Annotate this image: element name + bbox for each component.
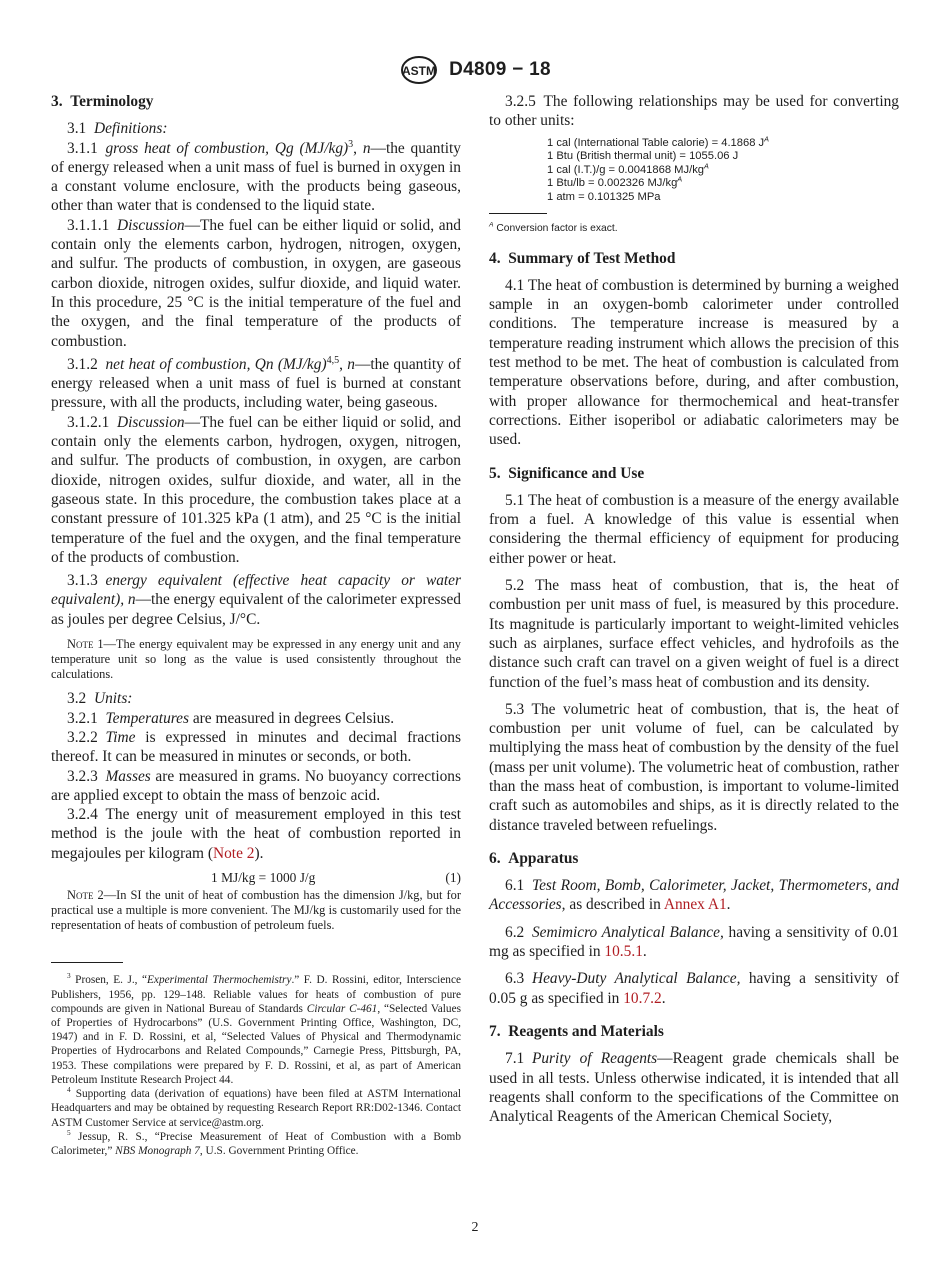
conversion-item: 1 atm = 0.101325 MPa: [547, 190, 661, 203]
equation-number: (1): [445, 870, 461, 886]
para-3-2-2: 3.2.2 Time is expressed in minutes and decimal fractions thereof. It can be measured in minutes or seconds, or both.: [51, 729, 461, 766]
note-2-link[interactable]: Note 2: [212, 844, 255, 862]
para-5-2: 5.2 The mass heat of combustion, that is, the heat of combustion per unit mass of fuel, is measured by this procedure. Its magnitude is particularly important to weight-limited vehicles such as airplanes, surface effect vehicles, and hydrofoils as the distance such craft can travel on a given weight of fuel is a direct function of the fuel’s mass heat of combustion and its density.: [489, 577, 899, 691]
para-3-1-1: 3.1.1 gross heat of combustion, Qg $(MJ/kg)^3$, n—the quantity of energy released when a unit mass of fuel is burned in oxygen in a constant volume enclosure, with the products being gaseous, other than water that is condensed to the liquid state.: [51, 138, 461, 215]
footnote-3: $^3$ Prosen, E. J., “Experimental Thermochemistry.” F. D. Rossini, editor, Interscience Publishers, 1956, pp. 129–148. Reliable values for heats of combustion of pure compounds are given in National Bureau of Standards Circular C-461, “Selected Values of Properties of Hydrocarbons” (U.S. Government Printing Office, Washington, DC, 1947) and in F. D. Rossini, et al, “Selected Values of Physical and Thermodynamic Properties of Hydrocarbons and Related Compounds,” Carnegie Press, Pittsburgh, PA, 1953. These compilations were prepared by F. D. Rossini, et al, as part of American Petroleum Institute Research Project 44.: [51, 971, 461, 1086]
para-3-1-2: 3.1.2 net heat of combustion, Qn $(MJ/kg)^{4,5}$, n—the quantity of energy released when a unit mass of fuel is burned at constant pressure, with all the products, including water, being gaseous.: [51, 354, 461, 412]
section-10-7-2-link[interactable]: 10.7.2: [623, 989, 662, 1007]
para-3-2-4: 3.2.4 The energy unit of measurement employed in this test method is the joule with the heat of combustion reported in megajoules per kilogram (Note 2).: [51, 806, 461, 862]
equation-1: [51, 869, 461, 886]
footnote-4: $^4$ Supporting data (derivation of equations) have been filed at ASTM International Headquarters and may be obtained by requesting Research Report RR:D02-1346. Contact ASTM Customer Service at service@astm.org.: [51, 1085, 461, 1129]
right-column: [489, 92, 899, 1126]
conversion-note: $^A$ Conversion factor is exact.: [489, 221, 618, 234]
section-5-heading: 5. Significance and Use: [489, 464, 645, 482]
conversion-item: 1 cal (International Table calorie) = 4.1868 $J^A$: [547, 133, 770, 149]
conversion-list: [489, 133, 899, 205]
document-id: D4809 − 18: [449, 59, 551, 80]
equation-body: 1 MJ/kg = 1000 J/g: [211, 870, 316, 886]
para-3-2-3: 3.2.3 Masses are measured in grams. No buoyancy corrections are applied except to obtain the mass of benzoic acid.: [51, 767, 461, 804]
conversion-item: 1 cal (I.T.)/g = 0.0041868 $MJ/kg^A$: [547, 161, 709, 176]
para-6-1: 6.1 Test Room, Bomb, Calorimeter, Jacket, Thermometers, and Accessories, as described in Annex A1.: [489, 877, 899, 914]
footnote-5: $^5$ Jessup, R. S., “Precise Measurement of Heat of Combustion with a Bomb Calorimeter,” NBS Monograph 7, U.S. Government Printing Office.: [51, 1127, 461, 1157]
para-6-3: 6.3 Heavy-Duty Analytical Balance, having a sensitivity of 0.05 g as specified in 10.7.2.: [489, 970, 899, 1007]
section-7-heading: 7. Reagents and Materials: [489, 1022, 664, 1040]
left-column: [51, 92, 461, 1158]
note-1: Note 1—The energy equivalent may be expressed in any energy unit and any temperature unit so long as the value is used consistently throughout the calculations.: [51, 637, 461, 681]
footnote-divider: [51, 962, 123, 963]
para-3-1: 3.1 Definitions:: [67, 120, 168, 138]
table-note-divider: [489, 213, 547, 214]
para-4-1: 4.1 The heat of combustion is determined by burning a weighed sample in an oxygen-bomb calorimeter under controlled conditions. The temperature increase is measured by a temperature reading instrument which allows the precision of this test method to be met. The heat of combustion is calculated from temperature observations before, during, and after combustion, with proper allowance for thermochemical and heat-transfer corrections. Either isoperibol or adiabatic calorimeters may be used.: [489, 276, 899, 449]
conversion-item: 1 Btu (British thermal unit) = 1055.06 J: [547, 150, 739, 163]
annex-a1-link[interactable]: Annex A1: [663, 896, 727, 914]
note-2: Note 2—In SI the unit of heat of combustion has the dimension J/kg, but for practical use a multiple is more convenient. The MJ/kg is customarily used for the representation of heats of combustion of petroleum fuels.: [51, 888, 461, 932]
page-header: [0, 55, 950, 85]
para-3-1-3: 3.1.3 energy equivalent (effective heat capacity or water equivalent), n—the energy equivalent of the calorimeter expressed as joules per degree Celsius, J/°C.: [51, 572, 461, 628]
para-3-1-1-1: 3.1.1.1 Discussion—The fuel can be either liquid or solid, and contain only the elements carbon, hydrogen, nitrogen, oxygen, and sulfur. The products of combustion, in oxygen, are gaseous carbon dioxide, nitrogen oxides, sulfur dioxide, and liquid water. In this procedure, 25 °C is the initial temperature of the fuel and the oxygen, and the final temperature of the products of combustion.: [51, 216, 461, 350]
section-3-heading: 3. Terminology: [51, 93, 154, 110]
para-5-3: 5.3 The volumetric heat of combustion, that is, the heat of combustion per unit volume of fuel, can be calculated by multiplying the mass heat of combustion by the density of the fuel (mass per unit volume). The volumetric heat of combustion, rather than the mass heat of combustion, is important to volume-limited craft such as automobiles and ships, as it is directly related to the distance traveled between refuelings.: [489, 700, 899, 834]
para-6-2: 6.2 Semimicro Analytical Balance, having a sensitivity of 0.01 mg as specified in 10.5.1.: [489, 923, 899, 961]
para-7-1: 7.1 Purity of Reagents—Reagent grade chemicals shall be used in all tests. Unless otherwise indicated, it is intended that all reagents shall conform to the specifications of the Committee on Analytical Reagents of the American Chemical Society,: [489, 1050, 899, 1126]
section-10-5-1-link[interactable]: 10.5.1: [604, 943, 643, 961]
para-5-1: 5.1 The heat of combustion is a measure of the energy available from a fuel. A knowledge of this value is essential when considering the thermal efficiency of equipment for producing either power or heat.: [489, 491, 899, 567]
section-6-heading: 6. Apparatus: [489, 849, 579, 867]
svg-text:ASTM: ASTM: [402, 64, 437, 78]
para-3-1-2-1: 3.1.2.1 Discussion—The fuel can be either liquid or solid, and contain only the elements carbon, hydrogen, oxygen, nitrogen, and sulfur. The products of combustion, in oxygen, are carbon dioxide, nitrogen oxides, sulfur dioxide, and water, all in the gaseous state. In this procedure, the combustion takes place at a constant pressure of 101.325 kPa (1 atm), and 25 °C is the initial temperature of the fuel and the oxygen, and the final temperature of the products of combustion.: [51, 413, 461, 566]
section-4-heading: 4. Summary of Test Method: [489, 249, 676, 267]
conversion-item: 1 Btu/lb = 0.002326 $MJ/kg^A$: [547, 174, 683, 190]
para-3-2: 3.2 Units:: [67, 690, 133, 708]
para-3-2-5: 3.2.5 The following relationships may be used for converting to other units:: [489, 93, 899, 130]
astm-logo-icon: [399, 55, 439, 85]
para-3-2-1: 3.2.1 Temperatures are measured in degrees Celsius.: [67, 709, 395, 727]
page-number: 2: [471, 1220, 479, 1235]
